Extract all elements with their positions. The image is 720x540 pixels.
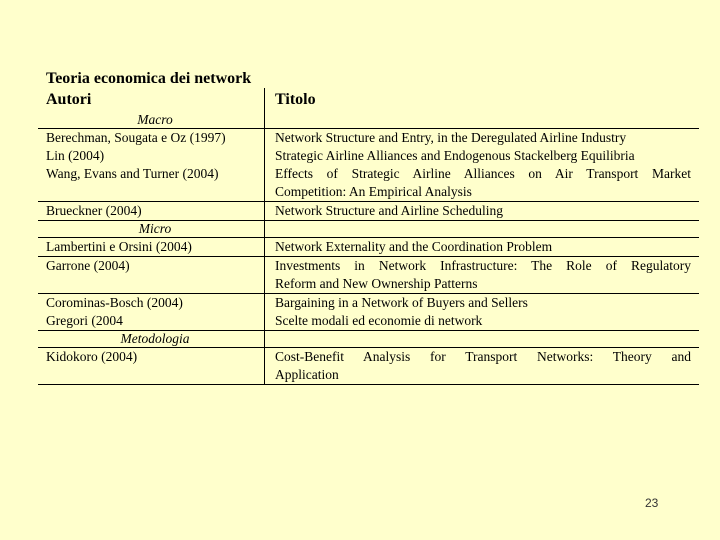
table-row (38, 238, 699, 257)
title-entry: Cost-Benefit Analysis for Transport Networks: Theory and (275, 349, 691, 364)
section-row-metodologia (38, 331, 699, 348)
column-header-title: Titolo (264, 88, 699, 112)
author-entry: Gregori (2004 (46, 313, 123, 328)
author-entry: Kidokoro (2004) (46, 349, 138, 364)
authors-cell (38, 129, 264, 201)
titles-cell (264, 129, 699, 201)
section-label-metodologia: Metodologia (120, 331, 190, 346)
table-header-row (38, 88, 699, 112)
authors-cell (38, 294, 264, 330)
author-entry: Corominas-Bosch (2004) (46, 295, 183, 310)
titles-cell (264, 257, 699, 293)
author-entry: Lambertini e Orsini (2004) (46, 239, 192, 254)
title-entry: Network Structure and Airline Scheduling (275, 203, 503, 218)
title-entry: Investments in Network Infrastructure: The Role of Regulatory (275, 258, 691, 273)
authors-cell (38, 202, 264, 220)
titles-cell (264, 238, 699, 256)
authors-cell (38, 348, 264, 384)
title-entry: Strategic Airline Alliances and Endogenous Stackelberg Equilibria (275, 148, 635, 163)
title-entry: Network Structure and Entry, in the Deregulated Airline Industry (275, 130, 627, 145)
authors-cell (38, 257, 264, 293)
author-entry: Garrone (2004) (46, 258, 130, 273)
titles-cell (264, 294, 699, 330)
title-entry: Network Externality and the Coordination Problem (275, 239, 553, 254)
titles-cell (264, 202, 699, 220)
section-row-micro (38, 221, 699, 238)
authors-cell (38, 238, 264, 256)
author-entry (46, 366, 264, 384)
document-title: Teoria economica dei network (46, 70, 252, 87)
section-label-macro: Macro (137, 112, 173, 127)
author-entry (46, 275, 264, 293)
author-entry: Wang, Evans and Turner (2004) (46, 166, 219, 181)
table-row (38, 257, 699, 294)
section-label-micro: Micro (138, 221, 172, 236)
table-row (38, 348, 699, 385)
title-entry: Effects of Strategic Airline Alliances on Air Transport Market (275, 166, 691, 181)
page-number: 23 (645, 496, 659, 510)
title-entry: Bargaining in a Network of Buyers and Sellers (275, 295, 528, 310)
column-header-authors: Autori (46, 91, 92, 108)
author-entry: Berechman, Sougata e Oz (1997) (46, 130, 226, 145)
table-row (38, 202, 699, 221)
title-entry: Application (275, 367, 339, 382)
title-entry: Scelte modali ed economie di network (275, 313, 483, 328)
table-row (38, 129, 699, 202)
table-row (38, 294, 699, 331)
section-row-macro (38, 112, 699, 129)
title-entry: Reform and New Ownership Patterns (275, 276, 478, 291)
titles-cell (264, 348, 699, 384)
title-entry: Competition: An Empirical Analysis (275, 184, 472, 199)
author-entry (46, 183, 264, 201)
author-entry: Lin (2004) (46, 148, 105, 163)
bibliography-table (38, 88, 699, 385)
author-entry: Brueckner (2004) (46, 203, 142, 218)
